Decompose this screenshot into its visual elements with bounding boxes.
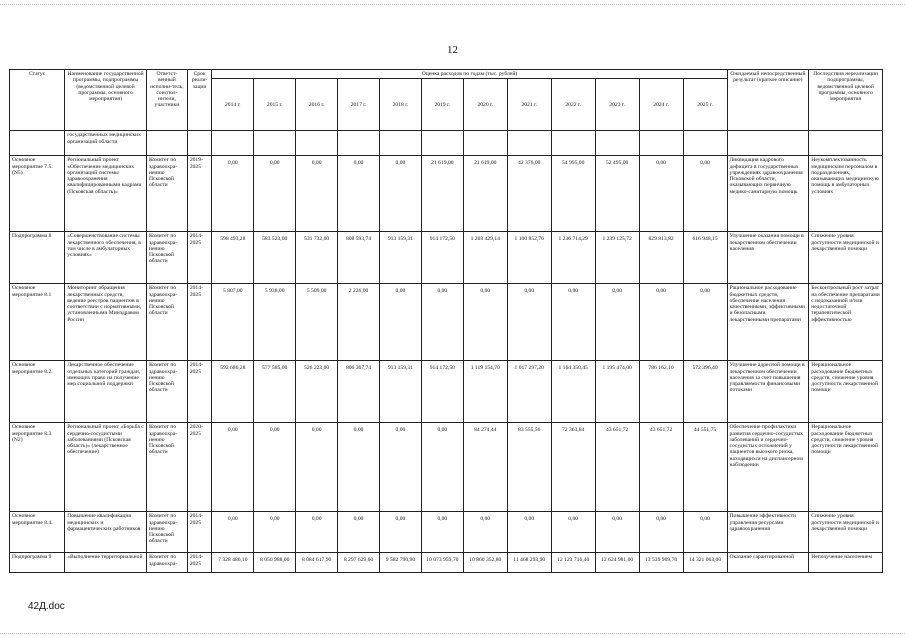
row-expected: Ликвидация кадрового дефицита в государственных учреждениях здравоохранения Псковской области, оказывающих первичную медико-санитарную помощь (727, 156, 809, 232)
cost-cell: 0,00 (379, 512, 421, 553)
header-year: 2023 г. (595, 79, 639, 131)
cost-cell: 83 555,56 (507, 423, 551, 512)
cost-cell: 526 223,00 (296, 361, 338, 423)
cost-cell: 84 274,44 (463, 423, 507, 512)
row-responsible: Комитет по здравоохра-нению Псковской области (146, 512, 187, 553)
row-term: 2014-2025 (187, 232, 212, 284)
row-status: Основное мероприятие 8.4. (10, 512, 65, 553)
cost-cell: 72 363,84 (551, 423, 595, 512)
table-row (10, 423, 883, 512)
row-responsible: Комитет по здравоохра-нению Псковской области (146, 232, 187, 284)
cost-cell: 572 396,40 (683, 361, 727, 423)
cost-cell: 806 367,74 (338, 361, 380, 423)
cost-cell: 1 100 852,76 (507, 232, 551, 284)
cost-cell: 0,00 (683, 284, 727, 361)
cost-cell: 1 119 154,70 (463, 361, 507, 423)
row-responsible: Комитет по здравоохра-нению Псковской области (146, 423, 187, 512)
cost-cell: 5 807,00 (212, 284, 254, 361)
continuation-text: государственных медицинских организаций области (65, 131, 147, 156)
cost-cell: 0,00 (296, 512, 338, 553)
cost-cell: 0,00 (212, 512, 254, 553)
header-name: Наименование государственной программы, подпрограммы (ведомственной целевой программы, основного мероприятия) (65, 70, 147, 131)
cost-cell: 0,00 (254, 423, 296, 512)
row-term: 2019-2025 (187, 156, 212, 232)
cost-cell: 0,00 (595, 284, 639, 361)
cost-cell: 0,00 (507, 284, 551, 361)
cost-cell: 0,00 (551, 284, 595, 361)
cost-cell: 1 236 714,29 (551, 232, 595, 284)
cost-cell: 42 376,00 (507, 156, 551, 232)
table-row (10, 284, 883, 361)
header-consequences: Последствия нереализации подпрограммы, ведомственной целевой программы, основного мероприятия (809, 70, 883, 131)
header-year: 2018 г. (379, 79, 421, 131)
cost-cell: 0,00 (421, 423, 463, 512)
cost-cell: 54 995,00 (551, 156, 595, 232)
row-name: Повышение квалификации медицинских и фармацевтических работников (65, 512, 147, 553)
cost-cell: 0,00 (683, 156, 727, 232)
cost-cell: 7 328 486,10 (212, 553, 254, 573)
cost-cell: 0,00 (507, 512, 551, 553)
table-row (10, 232, 883, 284)
table-row (10, 512, 883, 553)
cost-cell: 1 203 429,14 (463, 232, 507, 284)
header-year: 2014 г. (212, 79, 254, 131)
cost-cell: 786 162,10 (639, 361, 683, 423)
cost-cell: 1 195 474,00 (595, 361, 639, 423)
row-status: Подпрограмма 9 (10, 553, 65, 573)
header-status: Статус (10, 70, 65, 131)
row-expected: Улучшение оказания помощи в лекарственном обеспечении населения (727, 232, 809, 284)
cost-cell: 8 050 988,00 (254, 553, 296, 573)
cost-cell: 9 582 790,90 (379, 553, 421, 573)
row-responsible: Комитет по здравоохра-нению Псковской области (146, 284, 187, 361)
cost-cell: 0,00 (212, 156, 254, 232)
row-expected: Обеспечение профилактики развития сердечно-сосудистых заболеваний и сердечно-сосудистых осложнений у пациентов высокого риска, находящихся на диспансерном наблюдении (727, 423, 809, 512)
cost-cell: 808 593,74 (338, 232, 380, 284)
row-term: 2014-2025 (187, 512, 212, 553)
cost-cell: 5 938,00 (254, 284, 296, 361)
cost-cell: 12 624 981,00 (595, 553, 639, 573)
row-status: Основное мероприятие 8.2. (10, 361, 65, 423)
row-expected: Оказание гарантированной (727, 553, 809, 573)
cost-cell: 21 619,00 (421, 156, 463, 232)
header-year: 2016 г. (296, 79, 338, 131)
cost-cell: 914 172,50 (421, 232, 463, 284)
row-consequences: Нерациональное расходование бюджетных средств, снижение уровня доступности лекарственной помощи (809, 361, 883, 423)
cost-cell: 0,00 (639, 284, 683, 361)
cost-cell: 0,00 (683, 512, 727, 553)
header-responsible: Ответст-венный исполни-тель, соиспол-нители, участники (146, 70, 187, 131)
cost-cell: 0,00 (379, 156, 421, 232)
cost-cell: 0,00 (254, 512, 296, 553)
header-year: 2017 г. (338, 79, 380, 131)
cost-cell: 8 084 617,90 (296, 553, 338, 573)
row-expected: Повышение эффективности управления ресурсами здравоохранения (727, 512, 809, 553)
header-year: 2015 г. (254, 79, 296, 131)
page-number: 12 (447, 44, 458, 56)
cost-cell: 0,00 (421, 512, 463, 553)
header-year: 2019 г. (421, 79, 463, 131)
header-term: Срок реали-зации (187, 70, 212, 131)
row-term: 2014-2025 (187, 361, 212, 423)
cost-cell: 0,00 (463, 512, 507, 553)
cost-cell: 0,00 (379, 423, 421, 512)
cost-cell: 616 948,15 (683, 232, 727, 284)
table-row (10, 361, 883, 423)
header-year: 2025 г. (683, 79, 727, 131)
row-status: Основное мероприятие 7.5. (N5) (10, 156, 65, 232)
footer-filename: 42Д.doc (28, 601, 65, 612)
cost-cell: 43 651,72 (639, 423, 683, 512)
cost-cell: 11 468 293,90 (507, 553, 551, 573)
row-name: «Совершенствование системы лекарственного обеспечения, в том числе в амбулаторных условиях» (65, 232, 147, 284)
cost-cell: 44 551,75 (683, 423, 727, 512)
row-expected: Улучшение адресной помощи в лекарственном обеспечении населения за счет повышения управляемости финансовыми потоками (727, 361, 809, 423)
row-consequences: Нерациональное расходование бюджетных средств, снижение уровня доступности лекарственной помощи (809, 423, 883, 512)
cost-cell: 1 164 350,45 (551, 361, 595, 423)
row-status: Основное мероприятие 8.3.(N2) (10, 423, 65, 512)
row-expected: Рациональное расходование бюджетных средств, обеспечение населения качественными, эффективными и безопасными лекарственными препаратами (727, 284, 809, 361)
cost-cell: 0,00 (212, 423, 254, 512)
row-status: Подпрограмма 8 (10, 232, 65, 284)
cost-cell: 1 017 297,20 (507, 361, 551, 423)
cost-cell: 0,00 (296, 423, 338, 512)
cost-cell: 0,00 (338, 156, 380, 232)
cost-table (9, 69, 883, 573)
cost-cell: 914 172,50 (421, 361, 463, 423)
cost-cell: 913 159,31 (379, 232, 421, 284)
cost-cell: 12 123 716,40 (551, 553, 595, 573)
cost-cell: 0,00 (421, 284, 463, 361)
cost-cell: 10 073 959,70 (421, 553, 463, 573)
row-consequences: Неполучение населением (809, 553, 883, 573)
cost-cell: 8 297 629,60 (338, 553, 380, 573)
cost-cell: 43 651,72 (595, 423, 639, 512)
cost-cell: 13 539 909,70 (639, 553, 683, 573)
row-status: Основное мероприятие 8.1 (10, 284, 65, 361)
cost-cell: 14 321 063,00 (683, 553, 727, 573)
header-year: 2020 г. (463, 79, 507, 131)
cost-cell: 913 159,31 (379, 361, 421, 423)
cost-cell: 0,00 (379, 284, 421, 361)
row-name: «Выполнение территориальной (65, 553, 147, 573)
header-expected: Ожидаемый непосредственный результат (краткое описание) (727, 70, 809, 131)
table-row (10, 156, 883, 232)
row-name: Региональный проект «Обеспечение медицинских организаций системы здравоохранения квалифицированными кадрами (Псковская область)» (65, 156, 147, 232)
cost-cell: 0,00 (639, 512, 683, 553)
header-year: 2021 г. (507, 79, 551, 131)
cost-cell: 0,00 (639, 156, 683, 232)
cost-cell: 0,00 (296, 156, 338, 232)
cost-cell: 829 813,82 (639, 232, 683, 284)
cost-cell: 598 493,28 (212, 232, 254, 284)
row-consequences: Снижение уровня доступности медицинской и лекарственной помощи (809, 512, 883, 553)
header-year: 2022 г. (551, 79, 595, 131)
cost-cell: 531 732,00 (296, 232, 338, 284)
cost-cell: 2 226,00 (338, 284, 380, 361)
cost-cell: 1 239 125,72 (595, 232, 639, 284)
cost-cell: 0,00 (551, 512, 595, 553)
cost-cell: 592 686,28 (212, 361, 254, 423)
header-year: 2024 г. (639, 79, 683, 131)
row-name: Региональный проект «Борьба с сердечно-сосудистыми заболеваниями (Псковская область)» (лекарственное обеспечение) (65, 423, 147, 512)
cost-cell: 0,00 (254, 156, 296, 232)
row-term: 2014-2025 (187, 284, 212, 361)
row-consequences: Снижение уровня доступности медицинской и лекарственной помощи (809, 232, 883, 284)
cost-cell: 0,00 (595, 512, 639, 553)
row-consequences: Неукомплектованность медицинским персоналом в подразделениях, оказывающих медицинскую помощь в амбулаторных условиях (809, 156, 883, 232)
header-costs: Оценка расходов по годам (тыс. рублей) (212, 70, 727, 79)
table-row (10, 553, 883, 573)
row-name: Лекарственное обеспечение отдельных категорий граждан, имеющих право на получение мер социальной поддержки (65, 361, 147, 423)
cost-cell: 5 509,00 (296, 284, 338, 361)
row-term: 2014-2025 (187, 553, 212, 573)
cost-cell: 0,00 (338, 423, 380, 512)
cost-cell: 52 495,00 (595, 156, 639, 232)
cost-cell: 21 619,00 (463, 156, 507, 232)
row-responsible: Комитет по здравоохра-нению Псковской области (146, 156, 187, 232)
cost-cell: 583 523,00 (254, 232, 296, 284)
row-term: 2020-2025 (187, 423, 212, 512)
cost-cell: 0,00 (463, 284, 507, 361)
cost-cell: 577 585,00 (254, 361, 296, 423)
row-responsible: Комитет по здравоохра- (146, 553, 187, 573)
row-name: Мониторинг обращения лекарственных средств, ведение реестров пациентов в соответствии с нормативными, установленными Минздравом России (65, 284, 147, 361)
cost-cell: 0,00 (338, 512, 380, 553)
row-consequences: Бесконтрольный рост затрат на обеспечение препаратами с недоказанной и/или недостаточной терапевтической эффективностью (809, 284, 883, 361)
row-responsible: Комитет по здравоохра-нению Псковской области (146, 361, 187, 423)
cost-cell: 10 860 352,80 (463, 553, 507, 573)
